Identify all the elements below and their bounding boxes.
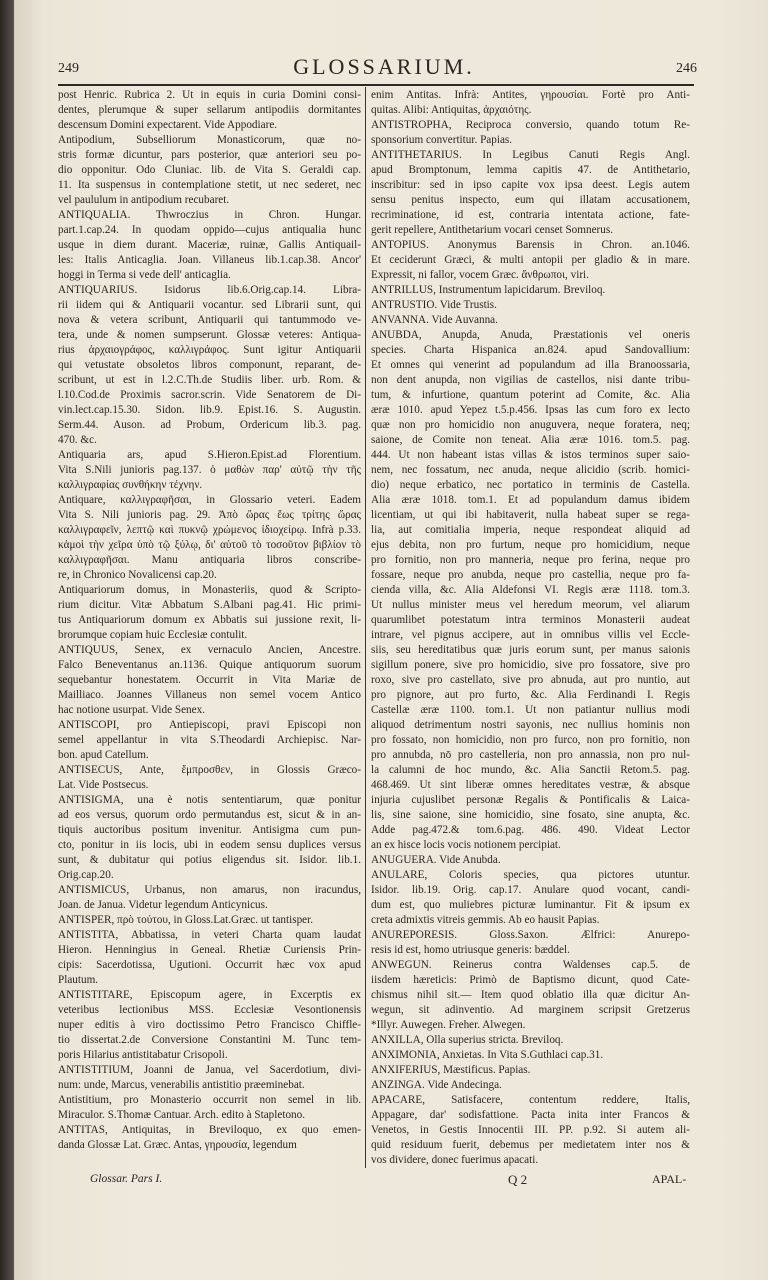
text-line: καλλιγραφῆσαι. Manu antiquaria libros conscribe-: [58, 554, 361, 566]
text-line: ANTOPIUS. Anonymus Barensis in Chron. an.1046.: [371, 239, 690, 251]
text-line: ANUGUERA. Vide Anubda.: [371, 854, 501, 866]
text-line: Vita S. Nili junioris pag. 29. Ἀπὸ ὥρας ἕως τρίτης ὥρας: [58, 509, 361, 521]
text-line: ANTIQUUS, Senex, ex vernaculo Ancien, Ancestre.: [58, 644, 361, 656]
text-line: Orig.cap.20.: [58, 869, 114, 881]
text-line: resis id est, homo utriusque generis: bæddel.: [371, 944, 570, 956]
text-line: roxo, sive pro castellato, sive pro abnuda, aut pro nuntio, aut: [371, 674, 690, 686]
text-line: lia, aut comitialia imperia, neque respondeat aliquid ad: [371, 524, 690, 536]
text-line: nem, nec fossatum, nec anuda, neque alicidio (scrib. homici-: [371, 464, 690, 476]
text-line: chismus nihil sit.— Item quod oblatio illa quæ dicitur An-: [371, 989, 690, 1001]
text-line: Adde pag.472.& tom.6.pag. 486. 490. Videat Lector: [371, 824, 690, 836]
text-line: stris formæ dicuntur, pars posterior, quæ anteriori seu po-: [58, 149, 361, 161]
left-column: [58, 88, 361, 1153]
column-divider: [365, 87, 366, 1168]
text-line: qui vetustate obsoletos libros componunt, reparant, de-: [58, 359, 361, 371]
text-line: Mailliaco. Joannes Villaneus non semel vocem Antico: [58, 689, 361, 701]
text-line: poris Hilarius antistitabatur Crisopoli.: [58, 1049, 228, 1061]
text-line: Venetos, in Gestis Innocentii III. PP. p.92. Si autem ali-: [371, 1124, 690, 1136]
text-line: Plautum.: [58, 974, 99, 986]
text-line: Serm.44. Auson. ad Probum, Ordericum lib.3. pag.: [58, 419, 361, 431]
text-line: rius ἀρχαιογράφος, καλλιγράφος. Sunt igitur Antiquarii: [58, 344, 361, 356]
header-rule: [58, 84, 694, 86]
text-line: apud Bromptonum, lemma capitis 47. de Antithetario,: [371, 164, 690, 176]
text-line: ANTITAS, Antiquitas, in Breviloquo, ex quo emen-: [58, 1124, 361, 1136]
text-line: descensum Domini expectarent. Vide Appodiare.: [58, 119, 278, 131]
text-line: Antiquare, καλλιγραφῆσαι, in Glossario veteri. Eadem: [58, 494, 361, 506]
text-line: pro annubda, nō pro castelleria, non pro annassia, non pro nul-: [371, 749, 690, 761]
text-line: Ut nullus minister meus vel heredum meorum, vel aliarum: [371, 599, 690, 611]
text-line: Vita S.Nili junioris pag.137. ὁ μαθὼν παρ' αὐτῷ τὴν τῆς: [58, 464, 361, 476]
text-line: Miraculor. S.Thomæ Cantuar. Arch. edito à Stapletono.: [58, 1109, 306, 1121]
text-line: 444. Ut non habeant istas villas & istos terminos super saio-: [371, 449, 690, 461]
text-line: ANUBDA, Anupda, Anuda, Præstationis vel oneris: [371, 329, 690, 341]
text-line: 11. Ita suspensus in contemplatione stetit, ut nec sederet, nec: [58, 179, 361, 191]
text-line: Joan. de Janua. Videtur legendum Anticynicus.: [58, 899, 268, 911]
text-line: æræ 1010. apud Yepez t.5.p.456. Ipsas las cum foro ex lecto: [371, 404, 690, 416]
signature-mark: Q 2: [508, 1172, 528, 1187]
text-line: usque in diem durant. Maceriæ, ruinæ, Gallis Antiquail-: [58, 239, 361, 251]
text-line: re, in Chronico Novalicensi cap.20.: [58, 569, 217, 581]
text-line: la calumni de hoc mundo, &c. Alia Sanctii Retom.5. pag.: [371, 764, 690, 776]
text-line: inscribitur: sed in ipso capite vox ipsa deest. Legis autem: [371, 179, 690, 191]
text-line: sponsorium convertitur. Papias.: [371, 134, 513, 146]
text-line: scribunt, ut est in l.2.C.Th.de Studiis liber. urb. Rom. &: [58, 374, 361, 386]
text-line: quid residuum fuerit, debemus per medietatem inter nos &: [371, 1139, 690, 1151]
text-line: hoggi in Terma si vede dell' anticaglia.: [58, 269, 231, 281]
text-line: APACARE, Satisfacere, contentum reddere, Italis,: [371, 1094, 690, 1106]
text-line: tus Antiquariorum domum ex Abbatis sui jussione rexit, li-: [58, 614, 361, 626]
text-line: bon. apud Catellum.: [58, 749, 149, 761]
text-line: ANTISIGMA, una è notis sententiarum, quæ ponitur: [58, 794, 361, 806]
text-line: sensu penitus inspecto, eum qui illatam accusationem,: [371, 194, 690, 206]
text-line: hac notione usurpat. Vide Senex.: [58, 704, 206, 716]
text-line: tum, & infurtione, quantum poterint ad Comite, &c. Alia: [371, 389, 690, 401]
text-line: ANZINGA. Vide Andecinga.: [371, 1079, 502, 1091]
text-line: ANTISTITIUM, Joanni de Janua, vel Sacerdotium, divi-: [58, 1064, 361, 1076]
text-line: cienda villa, &c. Alia Aldefonsi VI. Regis æræ 1118. tom.3.: [371, 584, 690, 596]
text-line: pro fossato, non homicidio, non pro furco, non pro fornitio, non: [371, 734, 690, 746]
text-line: καλλιγραφίας συνθήκην τέχνην.: [58, 479, 203, 491]
text-line: pro fornitio, non pro manneria, neque pro ferina, neque pro: [371, 554, 690, 566]
text-line: part.1.cap.24. In quodam oppido—cujus antiqualia hunc: [58, 224, 361, 236]
text-line: brorumque copiam huic Ecclesiæ contulit.: [58, 629, 248, 641]
page-number-right: 246: [676, 61, 697, 76]
text-line: cto, ponitur in iis locis, ubi in eodem sensu duplices versus: [58, 839, 361, 851]
text-line: ANTISMICUS, Urbanus, non amarus, non iracundus,: [58, 884, 361, 896]
catchword: APAL-: [652, 1172, 687, 1186]
text-line: Falco Beneventanus an.1136. Quique antiquorum suorum: [58, 659, 361, 671]
text-line: ejus debita, non pro furtum, neque pro homicidium, neque: [371, 539, 690, 551]
text-line: post Henric. Rubrica 2. Ut in equis in curia Domini consi-: [58, 89, 361, 101]
text-line: sunt, & dubitatur qui potius eligendus sit. Isidor. lib.1.: [58, 854, 361, 866]
text-line: ANVANNA. Vide Auvanna.: [371, 314, 498, 326]
text-line: saione, de Comite non teneat. Alia æræ 1016. tom.5. pag.: [371, 434, 690, 446]
text-line: nuper editis à viro doctissimo Petro Francisco Chiffle-: [58, 1019, 361, 1031]
text-line: Et ceciderunt Græci, & multi antopii per gladio & in mare.: [371, 254, 690, 266]
text-line: ANTISPER, πρὸ τούτου, in Gloss.Lat.Græc. ut tantisper.: [58, 914, 314, 926]
text-line: vos dividere, donec fuerimus apacati.: [371, 1154, 539, 1166]
text-line: siis, seu hereditatibus quæ juris eorum sunt, per manus saionis: [371, 644, 690, 656]
text-line: Et omnes qui venerint ad populandum ad illa Branoossaria,: [371, 359, 690, 371]
text-line: Isidor. lib.19. Orig. cap.17. Anulare quod vocant, candi-: [371, 884, 690, 896]
text-line: ANULARE, Coloris species, qua pictores utuntur.: [371, 869, 690, 881]
text-line: intrare, vel pignus accipere, aut in omnibus villis vel Eccle-: [371, 629, 690, 641]
text-line: dentes, plerumque & super sellarum antipodiis dormitantes: [58, 104, 361, 116]
text-line: sequebantur honestatem. Occurrit in Vita Mariæ de: [58, 674, 361, 686]
text-line: ANTISTITA, Abbatissa, in veteri Charta quam laudat: [58, 929, 361, 941]
text-line: Alia æræ 1018. tom.1. Et ad populandum damus ibidem: [371, 494, 690, 506]
text-line: ANTISCOPI, pro Antiepiscopi, pravi Episcopi non: [58, 719, 361, 731]
text-line: Expressit, ni fallor, vocem Græc. ἄνθρωποι, viri.: [371, 269, 589, 281]
text-line: vin.lect.cap.15.30. Sidon. lib.9. Epist.16. S. Augustin.: [58, 404, 361, 416]
text-line: Castellæ æræ 1100. tom.1. Ut non patiantur nullius modi: [371, 704, 690, 716]
text-line: ANTITHETARIUS. In Legibus Canuti Regis Angl.: [371, 149, 690, 161]
text-line: fossare, neque pro anubda, neque pro castellia, neque pro fa-: [371, 569, 690, 581]
text-line: lis, sine saione, sine homicidio, sine fosato, sine anupta, &c.: [371, 809, 690, 821]
text-line: dum est, quo muliebres picturæ luminantur. Fit & ipsum ex: [371, 899, 690, 911]
text-line: veteribus lectionibus MSS. Ecclesiæ Vesontionensis: [58, 1004, 361, 1016]
text-line: quitas. Alibi: Antiquitas, ἀρχαιότης.: [371, 104, 532, 116]
text-line: iisdem hæreticis: Primò de Baptismo dicunt, quod Cate-: [371, 974, 690, 986]
text-line: species. Charta Hispanica an.824. apud Sandovallium:: [371, 344, 690, 356]
text-line: l.10.Cod.de Proximis sacror.scrin. Vide Senatorem de Di-: [58, 389, 361, 401]
text-line: licentiam, ut qui ibi habitaverit, nulla habeat super se rega-: [371, 509, 690, 521]
text-line: ANTRUSTIO. Vide Trustis.: [371, 299, 497, 311]
text-line: 470. &c.: [58, 434, 97, 446]
text-line: enim Antitas. Infrà: Antites, γηρουσίαι. Fortè pro Anti-: [371, 89, 690, 101]
text-line: recriminatione, id est, contraria intentata actione, fate-: [371, 209, 690, 221]
text-line: cipis: Sacerdotissa, Ugutioni. Occurrit hæc vox apud: [58, 959, 361, 971]
text-line: an ex hisce locis vocis notionem percipiat.: [371, 839, 561, 851]
text-line: num: unde, Marcus, venerabilis antistitio præeminebat.: [58, 1079, 305, 1091]
text-line: Antiquaria ars, apud S.Hieron.Epist.ad Florentium.: [58, 449, 361, 461]
footer-part-label: Glossar. Pars I.: [90, 1173, 163, 1185]
text-line: quarumlibet potestatum intra terminos Monasterii audeat: [371, 614, 690, 626]
text-line: ANTISECUS, Ante, ἔμπροσθεν, in Glossis Græco-: [58, 764, 361, 776]
text-line: 468.469. Ut sint liberæ omnes hereditates vestræ, & absque: [371, 779, 690, 791]
text-line: ANTRILLUS, Instrumentum lapicidarum. Breviloq.: [371, 284, 606, 296]
text-line: nova & vetera scribunt, Antiquarii qui tantummodo ve-: [58, 314, 361, 326]
text-line: Hieron. Henningius in Geneal. Rhetiæ Curiensis Prin-: [58, 944, 361, 956]
text-line: sigillum ponere, sive pro homicidio, sive pro fossatore, sive pro: [371, 659, 690, 671]
text-line: tio dissertat.2.de Conversione Constantini M. Tunc tem-: [58, 1034, 361, 1046]
text-line: rium dicitur. Vitæ Abbatum S.Albani pag.41. Hic primi-: [58, 599, 361, 611]
text-line: ad eos versus, quorum ordo permutandus est, sicut & in an-: [58, 809, 361, 821]
text-line: ANTIQUALIA. Thwroczius in Chron. Hungar.: [58, 209, 361, 221]
text-line: non dent anupda, non vigilias de castellos, nisi dante tribu-: [371, 374, 690, 386]
text-line: ANTISTITARE, Episcopum agere, in Excerptis ex: [58, 989, 361, 1001]
text-line: injuria cujuslibet personæ Regalis & Pontificalis & Laica-: [371, 794, 690, 806]
text-line: les: Italis Anticaglia. Joan. Villaneus lib.1.cap.38. Ancor': [58, 254, 361, 266]
text-line: Antipodium, Subselliorum Monasticorum, quæ no-: [58, 134, 361, 146]
text-line: ANTIQUARIUS. Isidorus lib.6.Orig.cap.14. Libra-: [58, 284, 361, 296]
text-line: vel paululum in antipodium recubaret.: [58, 194, 230, 206]
text-line: ANTISTROPHA, Reciproca conversio, quando totum Re-: [371, 119, 690, 131]
text-line: quæ non pro homicidio non anuguvera, neque foratera, neq;: [371, 419, 690, 431]
text-line: tera, unde & nomen sumpserunt. Glossæ veteres: Antiqua-: [58, 329, 361, 341]
text-line: κἀμοὶ τὴν χεῖρα ὑπὸ τῷ ξύλῳ, δι' αὐτοῦ τὸ τοσοῦτον βιβλίον τὸ: [58, 539, 361, 551]
text-line: gerit repellere, Antithetarium vocari censet Somnerus.: [371, 224, 614, 236]
text-line: ANWEGUN. Reinerus contra Waldenses cap.5. de: [371, 959, 690, 971]
text-line: ANXIMONIA, Anxietas. In Vita S.Guthlaci cap.31.: [371, 1049, 604, 1061]
text-line: semel appellantur in vita S.Theodardi Archiepisc. Nar-: [58, 734, 361, 746]
text-line: rii iidem qui & Antiquarii vocantur. sed Librarii sunt, qui: [58, 299, 361, 311]
text-line: ANUREPORESIS. Gloss.Saxon. Ælfrici: Anurepo-: [371, 929, 690, 941]
text-line: ANXIFERIUS, Mæstificus. Papias.: [371, 1064, 531, 1076]
text-line: Antistitium, pro Monasterio occurrit non semel in lib.: [58, 1094, 361, 1106]
text-line: Lat. Vide Postsecus.: [58, 779, 149, 791]
text-line: dio opponitur. Odo Cluniac. lib. de Vita S. Geraldi cap.: [58, 164, 361, 176]
text-line: *Illyr. Auwegen. Freher. Alwegen.: [371, 1019, 526, 1031]
text-line: aliquod detrimentum nostri sayonis, nec nullius hominis non: [371, 719, 690, 731]
text-line: tiquis auctoribus positum invenitur. Antisigma cum pun-: [58, 824, 361, 836]
text-line: wegun, sit adinventio. Ad marginem scripsit Gretzerus: [371, 1004, 690, 1016]
text-line: pro pignore, aut pro furto, &c. Alia Ferdinandi I. Regis: [371, 689, 690, 701]
text-line: Appagare, dar' sodisfattione. Pacta inita inter Francos &: [371, 1109, 690, 1121]
text-line: καλλιγραφεῖν, λεπτῷ καὶ πυκνῷ χρώμενος ἰδιοχείρῳ. Infrà p.33.: [58, 524, 361, 536]
page-number-left: 249: [58, 61, 79, 76]
book-binding: [0, 0, 14, 1280]
text-line: dio) neque erbatico, nec portatico in terminis de Castella.: [371, 479, 690, 491]
right-column: [371, 88, 690, 1168]
text-line: Antiquariorum domus, in Monasteriis, quod & Scripto-: [58, 584, 361, 596]
running-title: GLOSSARIUM.: [293, 54, 475, 79]
text-line: ANXILLA, Olla superius stricta. Breviloq.: [371, 1034, 564, 1046]
text-line: danda Glossæ Lat. Græc. Antas, γηρουσία, legendum: [58, 1139, 297, 1151]
text-line: creta admixtis vitreis gemmis. Ab eo hausit Papias.: [371, 914, 600, 926]
